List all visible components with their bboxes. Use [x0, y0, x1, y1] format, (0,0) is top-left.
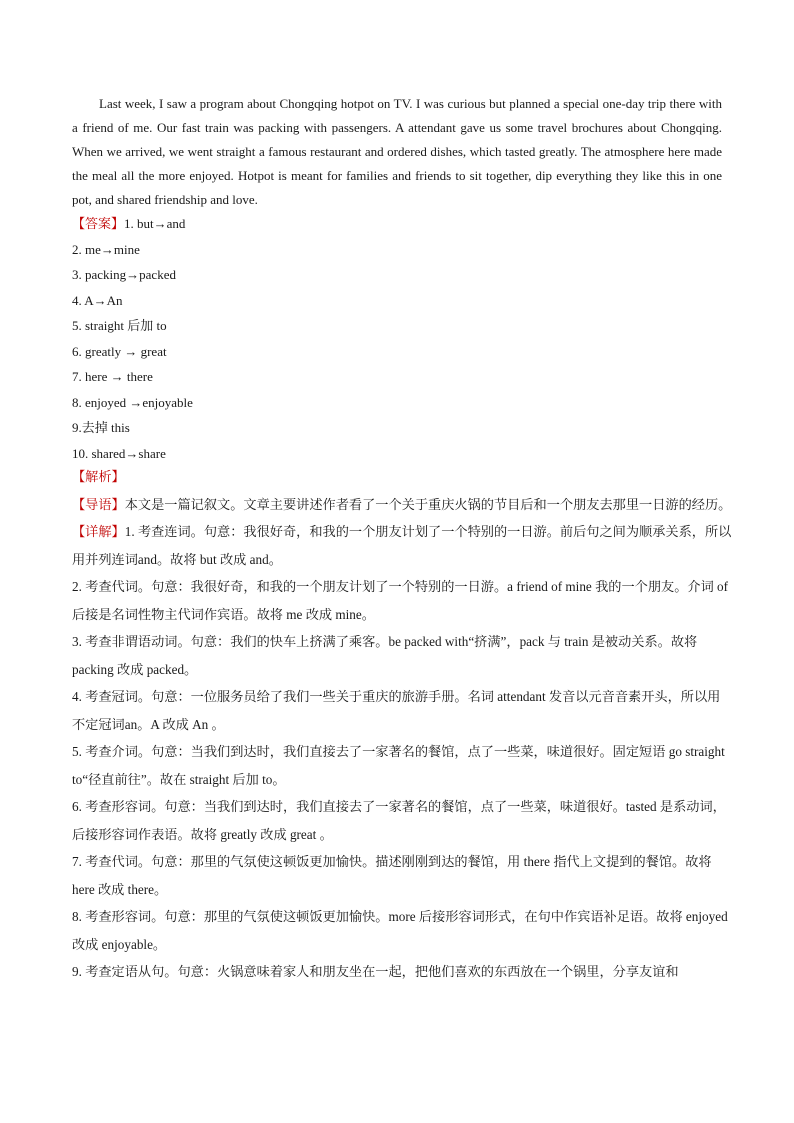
answer-item: 10. shared→share	[72, 445, 166, 461]
detail-item: 8. 考查形容词。句意：那里的气氛使这顿饭更加愉快。more 后接形容词形式，在句中作宾语补足语。故将 enjoyed 改成 enjoyable。	[72, 909, 728, 952]
analysis-section	[72, 463, 732, 986]
detail-label: 【详解】	[72, 524, 125, 539]
detail-item: 7. 考查代词。句意：那里的气氛使这顿饭更加愉快。描述刚刚到达的餐馆，用 there 指代上文提到的餐馆。故将 here 改成 there。	[72, 854, 712, 897]
answer-item: 7. here → there	[72, 369, 153, 384]
answer-item: 2. me→mine	[72, 241, 140, 257]
detail-item: 4. 考查冠词。句意：一位服务员给了我们一些关于重庆的旅游手册。名词 attendant 发音以元音音素开头，所以用不定冠词an。A 改成 An 。	[72, 689, 721, 732]
answer-line-1	[72, 211, 732, 237]
answer-section	[72, 211, 732, 466]
detail-paragraph	[72, 518, 732, 573]
answer-item: 9.去掉 this	[72, 420, 130, 435]
detail-item: 6. 考查形容词。句意：当我们到达时，我们直接去了一家著名的餐馆，点了一些菜，味道很好。tasted 是系动词，后接形容词作表语。故将 greatly 改成 great 。	[72, 799, 726, 842]
guide-paragraph	[72, 491, 732, 519]
answer-item: 3. packing→packed	[72, 267, 176, 282]
answer-item: 1. but→and	[124, 216, 186, 231]
detail-item: 5. 考查介词。句意：当我们到达时，我们直接去了一家著名的餐馆，点了一些菜，味道很好。固定短语 go straight to“径直前往”。故在 straight 后加 to。	[72, 744, 725, 787]
guide-text: 本文是一篇记叙文。文章主要讲述作者看了一个关于重庆火锅的节目后和一个朋友去那里一日游的经历。	[124, 496, 732, 512]
answer-label: 【答案】	[72, 216, 125, 231]
answer-item: 5. straight 后加 to	[72, 318, 167, 333]
guide-label: 【导语】	[72, 496, 125, 512]
answer-item: 4. A→An	[72, 292, 123, 308]
detail-item: 1. 考查连词。句意：我很好奇，和我的一个朋友计划了一个特别的一日游。前后句之间为顺承关系，所以用并列连词and。故将 but 改成 and。	[72, 524, 732, 567]
detail-item: 9. 考查定语从句。句意：火锅意味着家人和朋友坐在一起，把他们喜欢的东西放在一个锅里，分享友谊和	[72, 964, 679, 979]
analysis-label: 【解析】	[72, 469, 125, 484]
passage-paragraph: Last week, I saw a program about Chongqing hotpot on TV. I was curious but planned a special one-day trip there with a friend of me. Our fast train was packing with passengers. A attendant gave us some travel brochures about Chongqing. When we arrived, we went straight a famous restaurant and ordered dishes, which tasted greatly. The atmosphere here made the meal all the more enjoyed. Hotpot is meant for families and friends to sit together, dip everything they like this in one pot, and shared friendship and love.	[72, 96, 722, 207]
detail-item: 3. 考查非谓语动词。句意：我们的快车上挤满了乘客。be packed with“挤满”，pack 与 train 是被动关系。故将 packing 改成 packed。	[72, 634, 698, 677]
answer-item: 8. enjoyed →enjoyable	[72, 394, 193, 410]
detail-item: 2. 考查代词。句意：我很好奇，和我的一个朋友计划了一个特别的一日游。a friend of mine 我的一个朋友。介词 of 后接是名词性物主代词作宾语。故将 me 改成 mine。	[72, 579, 729, 622]
answer-item: 6. greatly → great	[72, 343, 167, 359]
